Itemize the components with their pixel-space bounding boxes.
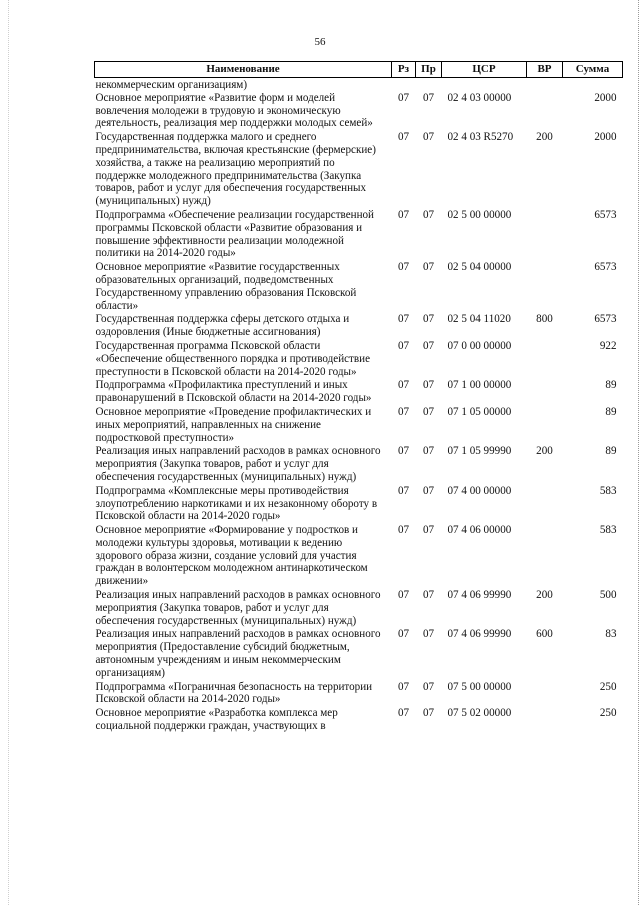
row-sum: 6573 [594,261,617,274]
row-sum: 250 [599,680,617,693]
row-csr: 07 4 06 99990 [447,589,512,602]
table-row [95,92,623,131]
row-name: Основное мероприятие «Формирование у подростков и молодежи культуры здоровья, мотивации к ведению здорового образа жизни, создание условий для участия граждан в волонтерском молодежном антинаркотическом движении» [95,524,368,588]
row-csr: 02 5 04 00000 [447,261,512,274]
budget-table [94,61,623,734]
row-vr [527,209,563,261]
row-pr: 07 [422,405,435,418]
row-name: Подпрограмма «Обеспечение реализации государственной программы Псковской области «Развитие образования и повышение эффективности реализации молодежной политики на 2014-2020 годы» [95,208,374,260]
row-vr [527,524,563,589]
row-vr: 800 [536,313,553,326]
table-row [95,681,623,708]
scan-edge-left [8,0,10,905]
row-pr: 07 [422,261,435,274]
row-name: Подпрограмма «Комплексные меры противодействия злоупотреблению наркотиками и их незаконному обороту в Псковской области на 2014-2020 годы» [95,484,378,523]
table-row [95,313,623,340]
row-vr [527,78,563,92]
row-name: Подпрограмма «Пограничная безопасность на территории Псковской области на 2014-2020 годы» [95,680,373,706]
row-rz: 07 [397,131,410,144]
header-pr: Пр [416,62,442,78]
row-csr: 07 1 00 00000 [447,379,512,392]
row-csr: 02 5 04 11020 [447,313,511,326]
table-row [95,261,623,313]
row-sum: 6573 [594,313,617,326]
table-row [95,78,623,92]
row-csr: 02 5 00 00000 [447,208,512,221]
row-rz [392,78,416,92]
row-rz: 07 [397,405,410,418]
row-rz: 07 [397,91,410,104]
table-row [95,340,623,379]
row-pr: 07 [422,589,435,602]
row-rz: 07 [397,339,410,352]
row-rz: 07 [397,261,410,274]
row-pr [416,78,442,92]
table-header [95,62,623,78]
row-rz: 07 [397,484,410,497]
row-pr: 07 [422,445,435,458]
row-vr [527,261,563,313]
row-name: Государственная поддержка малого и среднего предпринимательства, включая крестьянские (фермерские) хозяйства, а также на реализацию мероприятий по поддержке молодежного предпринимательства (Закупка товаров, работ и услуг для обеспечения государственных (муниципальных) нужд) [95,131,376,208]
row-sum: 83 [605,628,617,641]
row-pr: 07 [422,208,435,221]
row-rz: 07 [397,524,410,537]
row-vr: 600 [536,628,553,641]
header-vr: ВР [527,62,563,78]
row-name: Основное мероприятие «Развитие форм и моделей вовлечения молодежи в трудовую и экономическую деятельность, реализация мер поддержки молодых семей» [95,91,373,130]
row-rz: 07 [397,628,410,641]
table-row [95,524,623,589]
row-pr: 07 [422,313,435,326]
row-pr: 07 [422,91,435,104]
row-sum: 2000 [594,91,617,104]
row-pr: 07 [422,379,435,392]
row-rz: 07 [397,445,410,458]
row-name: Основное мероприятие «Разработка комплекса мер социальной поддержки граждан, участвующих в [95,707,338,733]
row-csr: 07 4 06 99990 [447,628,512,641]
row-vr [527,379,563,406]
row-rz: 07 [397,208,410,221]
row-csr: 07 5 00 00000 [447,680,512,693]
header-rz: Рз [392,62,416,78]
row-pr: 07 [422,707,435,720]
row-name: Подпрограмма «Профилактика преступлений и иных правонарушений в Псковской области на 2014-2020 годы» [95,379,372,405]
scan-edge-right [637,0,639,905]
row-vr: 200 [536,589,553,602]
table-row [95,485,623,524]
row-csr: 07 1 05 99990 [447,445,512,458]
row-csr: 07 4 06 00000 [447,524,512,537]
row-name: Основное мероприятие «Развитие государственных образовательных организаций, подведомственных Государственному управлению образования Псковской области» [95,261,357,312]
table-row [95,589,623,628]
row-sum: 89 [605,379,617,392]
row-name: Государственная программа Псковской области «Обеспечение общественного порядка и противодействие преступности в Псковской области на 2014-2020 годы» [95,339,370,378]
row-sum: 89 [605,405,617,418]
row-name: Реализация иных направлений расходов в рамках основного мероприятия (Закупка товаров, работ и услуг для обеспечения государственных (муниципальных) нужд) [95,445,381,483]
row-vr [527,92,563,131]
row-vr [527,485,563,524]
row-sum: 6573 [594,208,617,221]
header-name: Наименование [95,62,392,78]
row-csr: 02 4 03 00000 [447,91,512,104]
row-name: некоммерческим организациям) [95,79,248,91]
row-pr: 07 [422,680,435,693]
row-vr [527,340,563,379]
row-sum: 583 [599,484,617,497]
row-vr [527,681,563,708]
row-csr: 07 4 00 00000 [447,484,512,497]
row-csr: 07 0 00 00000 [447,339,512,352]
row-pr: 07 [422,628,435,641]
row-sum: 500 [599,589,617,602]
row-rz: 07 [397,313,410,326]
row-name: Реализация иных направлений расходов в рамках основного мероприятия (Предоставление субсидий бюджетным, автономным учреждениям и иным некоммерческим организациям) [95,628,381,679]
row-sum: 89 [605,445,617,458]
row-vr [527,406,563,445]
table-row [95,379,623,406]
row-pr: 07 [422,484,435,497]
header-csr: ЦСР [442,62,527,78]
row-rz: 07 [397,589,410,602]
row-rz: 07 [397,707,410,720]
row-sum: 250 [599,707,617,720]
row-sum: 583 [599,524,617,537]
row-pr: 07 [422,339,435,352]
page-number: 56 [314,36,326,48]
row-name: Реализация иных направлений расходов в рамках основного мероприятия (Закупка товаров, работ и услуг для обеспечения государственных (муниципальных) нужд) [95,589,381,627]
row-csr: 07 1 05 00000 [447,405,512,418]
row-name: Основное мероприятие «Проведение профилактических и иных мероприятий, направленных на снижение подростковой преступности» [95,405,372,444]
table-row [95,707,623,734]
table-row [95,131,623,209]
row-vr: 200 [536,445,553,458]
row-rz: 07 [397,680,410,693]
row-csr [442,78,527,92]
row-sum: 922 [599,339,617,352]
table-row [95,406,623,445]
row-sum: 2000 [594,131,617,144]
row-rz: 07 [397,379,410,392]
row-sum [563,78,623,92]
table-row [95,628,623,680]
row-csr: 07 5 02 00000 [447,707,512,720]
header-row [95,62,623,78]
table-row [95,209,623,261]
table-body [95,78,623,734]
row-vr: 200 [536,131,553,144]
row-pr: 07 [422,524,435,537]
header-sum: Сумма [563,62,623,78]
row-pr: 07 [422,131,435,144]
row-name: Государственная поддержка сферы детского отдыха и оздоровления (Иные бюджетные ассигнования) [95,313,350,339]
row-csr: 02 4 03 R5270 [447,131,514,144]
row-vr [527,707,563,734]
table-row [95,445,623,484]
